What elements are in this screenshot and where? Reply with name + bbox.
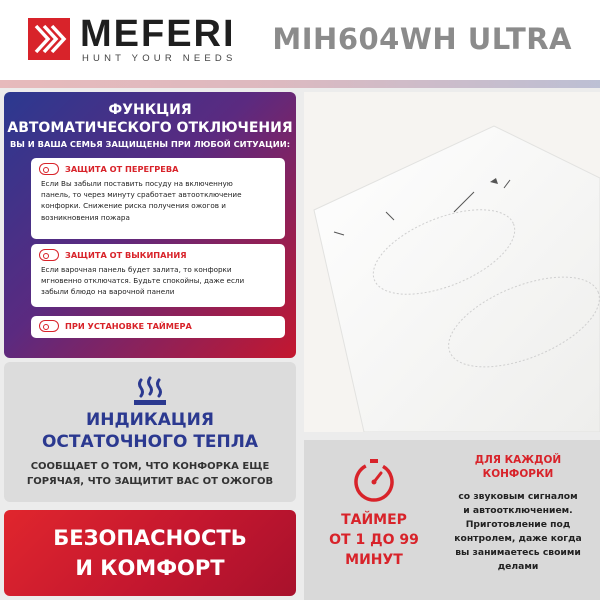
timer-setting-card (31, 316, 285, 338)
card-text (41, 178, 277, 223)
card-text (41, 264, 277, 298)
timer-panel (304, 440, 600, 600)
card-line: Если варочная панель будет залита, то конфорки (41, 265, 232, 274)
card-title: ЗАЩИТА ОТ ВЫКИПАНИЯ (65, 250, 187, 260)
card-title: ПРИ УСТАНОВКЕ ТАЙМЕРА (65, 321, 192, 331)
residual-heat-title-line2: ОСТАТОЧНОГО ТЕПЛА (41, 432, 259, 452)
cooktop-illustration (304, 92, 600, 432)
boil-over-protection-card (31, 244, 285, 307)
residual-heat-desc-line2: ГОРЯЧАЯ, ЧТО ЗАЩИТИТ ВАС ОТ ОЖОГОВ (26, 476, 274, 487)
toggle-icon (39, 163, 59, 175)
card-title: ЗАЩИТА ОТ ПЕРЕГРЕВА (65, 164, 179, 174)
auto-off-title-line2: АВТОМАТИЧЕСКОГО ОТКЛЮЧЕНИЯ (7, 120, 293, 136)
header-divider (0, 80, 600, 88)
residual-heat-desc-line1: СООБЩАЕТ О ТОМ, ЧТО КОНФОРКА ЕЩЕ (30, 461, 270, 472)
timer-icon (350, 456, 398, 508)
meferi-logo-icon (28, 18, 70, 60)
timer-title-line1: ТАЙМЕР (341, 512, 407, 528)
timer-body-line: вы занимаетесь своими (455, 547, 581, 558)
timer-title-line2: ОТ 1 ДО 99 (329, 532, 419, 548)
auto-off-panel (4, 92, 296, 358)
timer-body-line: и автоотключением. (463, 505, 573, 516)
card-line: панель, то через минуту сработает автоотключение (41, 190, 242, 200)
timer-head-line1: ДЛЯ КАЖДОЙ (474, 454, 562, 466)
card-line: возникновения пожара (41, 212, 130, 222)
toggle-icon (39, 249, 59, 261)
residual-heat-title-line1: ИНДИКАЦИЯ (86, 410, 214, 430)
safety-line1: БЕЗОПАСНОСТЬ (53, 526, 247, 550)
card-line: конфорки. Снижение риска получения ожогов и (41, 201, 226, 211)
toggle-icon (39, 320, 59, 332)
timer-body-line: со звуковым сигналом (458, 491, 578, 502)
timer-title-line3: МИНУТ (345, 552, 403, 568)
overheat-protection-card (31, 158, 285, 239)
brand-tagline: HUNT YOUR NEEDS (82, 53, 237, 64)
residual-heat-icon (132, 376, 168, 410)
card-line: забыли блюдо на варочной панели (41, 287, 175, 297)
model-name: MIH604WH ULTRA (272, 22, 572, 56)
timer-body-line: контролем, даже когда (454, 533, 582, 544)
timer-head-line2: КОНФОРКИ (482, 468, 554, 480)
brand-name: MEFERI (80, 13, 236, 55)
auto-off-subtitle: ВЫ И ВАША СЕМЬЯ ЗАЩИЩЕНЫ ПРИ ЛЮБОЙ СИТУАЦИИ: (9, 139, 291, 149)
auto-off-title-line1: ФУНКЦИЯ (108, 102, 192, 118)
header (0, 0, 600, 80)
card-line: Если Вы забыли поставить посуду на включенную (41, 179, 233, 188)
timer-body-line: делами (497, 561, 539, 572)
safety-comfort-panel (4, 510, 296, 596)
card-line: мгновенно отключатся. Будьте спокойны, даже если (41, 276, 245, 286)
residual-heat-panel (4, 362, 296, 502)
cooktop-photo (304, 92, 600, 432)
timer-body-line: Приготовление под (465, 519, 571, 530)
safety-line2: И КОМФОРТ (75, 556, 225, 580)
